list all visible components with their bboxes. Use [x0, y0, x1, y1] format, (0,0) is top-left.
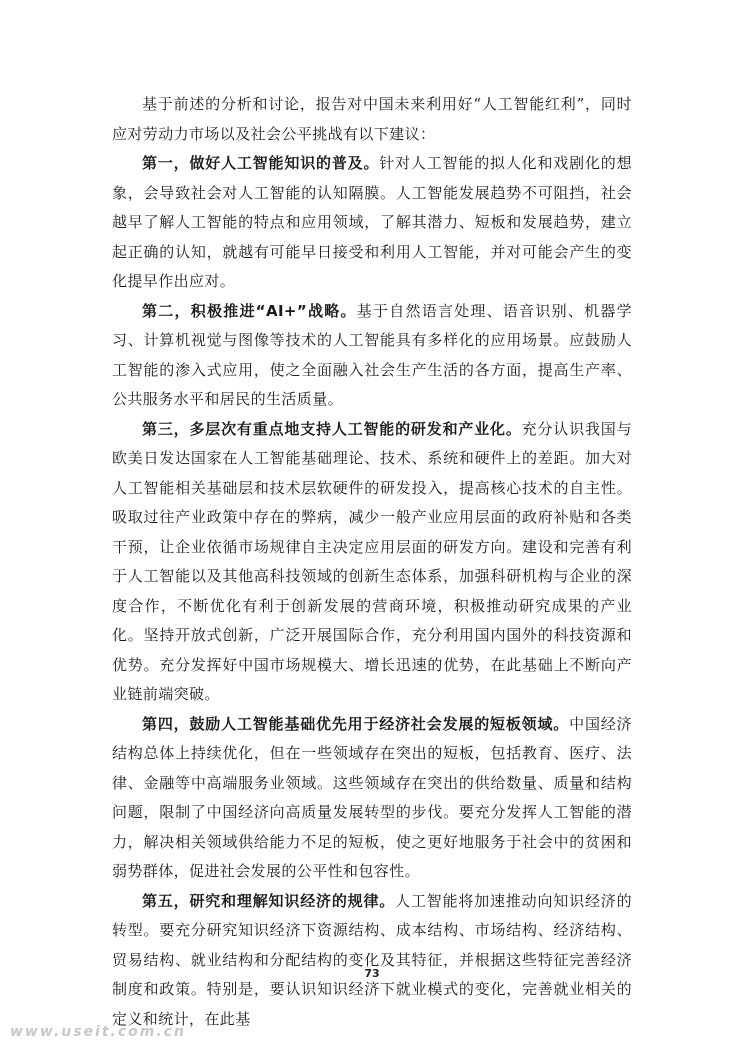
- paragraph-text: 充分认识我国与欧美日发达国家在人工智能基础理论、技术、系统和硬件上的差距。加大对人工智能相关基础层和技术层软硬件的研发投入，提高核心技术的自主性。吸取过往产业政策中存在的弊病，减少一般产业应用层面的政府补贴和各类干预，让企业依循市场规律自主决定应用层面的研发方向。建设和完善有利于人工智能以及其他高科技领域的创新生态体系，加强科研机构与企业的深度合作，不断优化有利于创新发展的营商环境，积极推动研究成果的产业化。坚持开放式创新，广泛开展国际合作，充分利用国内国外的科技资源和优势。充分发挥好中国市场规模大、增长迅速的优势，在此基础上不断向产业链前端突破。: [112, 419, 632, 703]
- paragraph-text: 人工智能将加速推动向知识经济的转型。要充分研究知识经济下资源结构、成本结构、市场结构、经济结构、贸易结构、就业结构和分配结构的变化及其特征，并根据这些特征完善经济制度和政策。特别是，要认识知识经济下就业模式的变化，完善就业相关的定义和统计，在此基: [112, 891, 632, 1028]
- document-body: [112, 90, 632, 1034]
- paragraph-lead: 第二，积极推进“AI+”战略。: [142, 301, 357, 320]
- paragraph-intro: [112, 90, 632, 149]
- paragraph-text: 针对人工智能的拟人化和戏剧化的想象，会导致社会对人工智能的认知隔膜。人工智能发展趋势不可阻挡，社会越早了解人工智能的特点和应用领域，了解其潜力、短板和发展趋势，建立起正确的认知，就越有可能早日接受和利用人工智能，并对可能会产生的变化提早作出应对。: [112, 154, 632, 290]
- paragraph-lead: 第五，研究和理解知识经济的规律。: [142, 891, 396, 910]
- page-number: 73: [364, 967, 380, 980]
- paragraph-lead: 第一，做好人工智能知识的普及。: [142, 154, 380, 172]
- paragraph-recommendation-1: [112, 149, 632, 297]
- paragraph-text: 中国经济结构总体上持续优化，但在一些领域存在突出的短板，包括教育、医疗、法律、金融等中高端服务业领域。这些领域存在突出的供给数量、质量和结构问题，限制了中国经济向高质量发展转型的步伐。要充分发挥人工智能的潜力，解决相关领域供给能力不足的短板，使之更好地服务于社会中的贫困和弱势群体，促进社会发展的公平性和包容性。: [112, 714, 632, 880]
- paragraph-recommendation-5: [112, 887, 632, 1035]
- paragraph-text: 基于前述的分析和讨论，报告对中国未来利用好“人工智能红利”，同时应对劳动力市场以及社会公平挑战有以下建议：: [112, 95, 632, 143]
- paragraph-lead: 第三，多层次有重点地支持人工智能的研发和产业化。: [142, 419, 522, 438]
- watermark-url: www.useit.com.cn: [10, 1024, 186, 1040]
- paragraph-text: 基于自然语言处理、语音识别、机器学习、计算机视觉与图像等技术的人工智能具有多样化的应用场景。应鼓励人工智能的渗入式应用，使之全面融入社会生产生活的各方面，提高生产率、公共服务水平和居民的生活质量。: [112, 301, 632, 408]
- paragraph-recommendation-2: [112, 297, 632, 415]
- paragraph-lead: 第四，鼓励人工智能基础优先用于经济社会发展的短板领域。: [142, 714, 570, 733]
- paragraph-recommendation-4: [112, 710, 632, 887]
- paragraph-recommendation-3: [112, 415, 632, 710]
